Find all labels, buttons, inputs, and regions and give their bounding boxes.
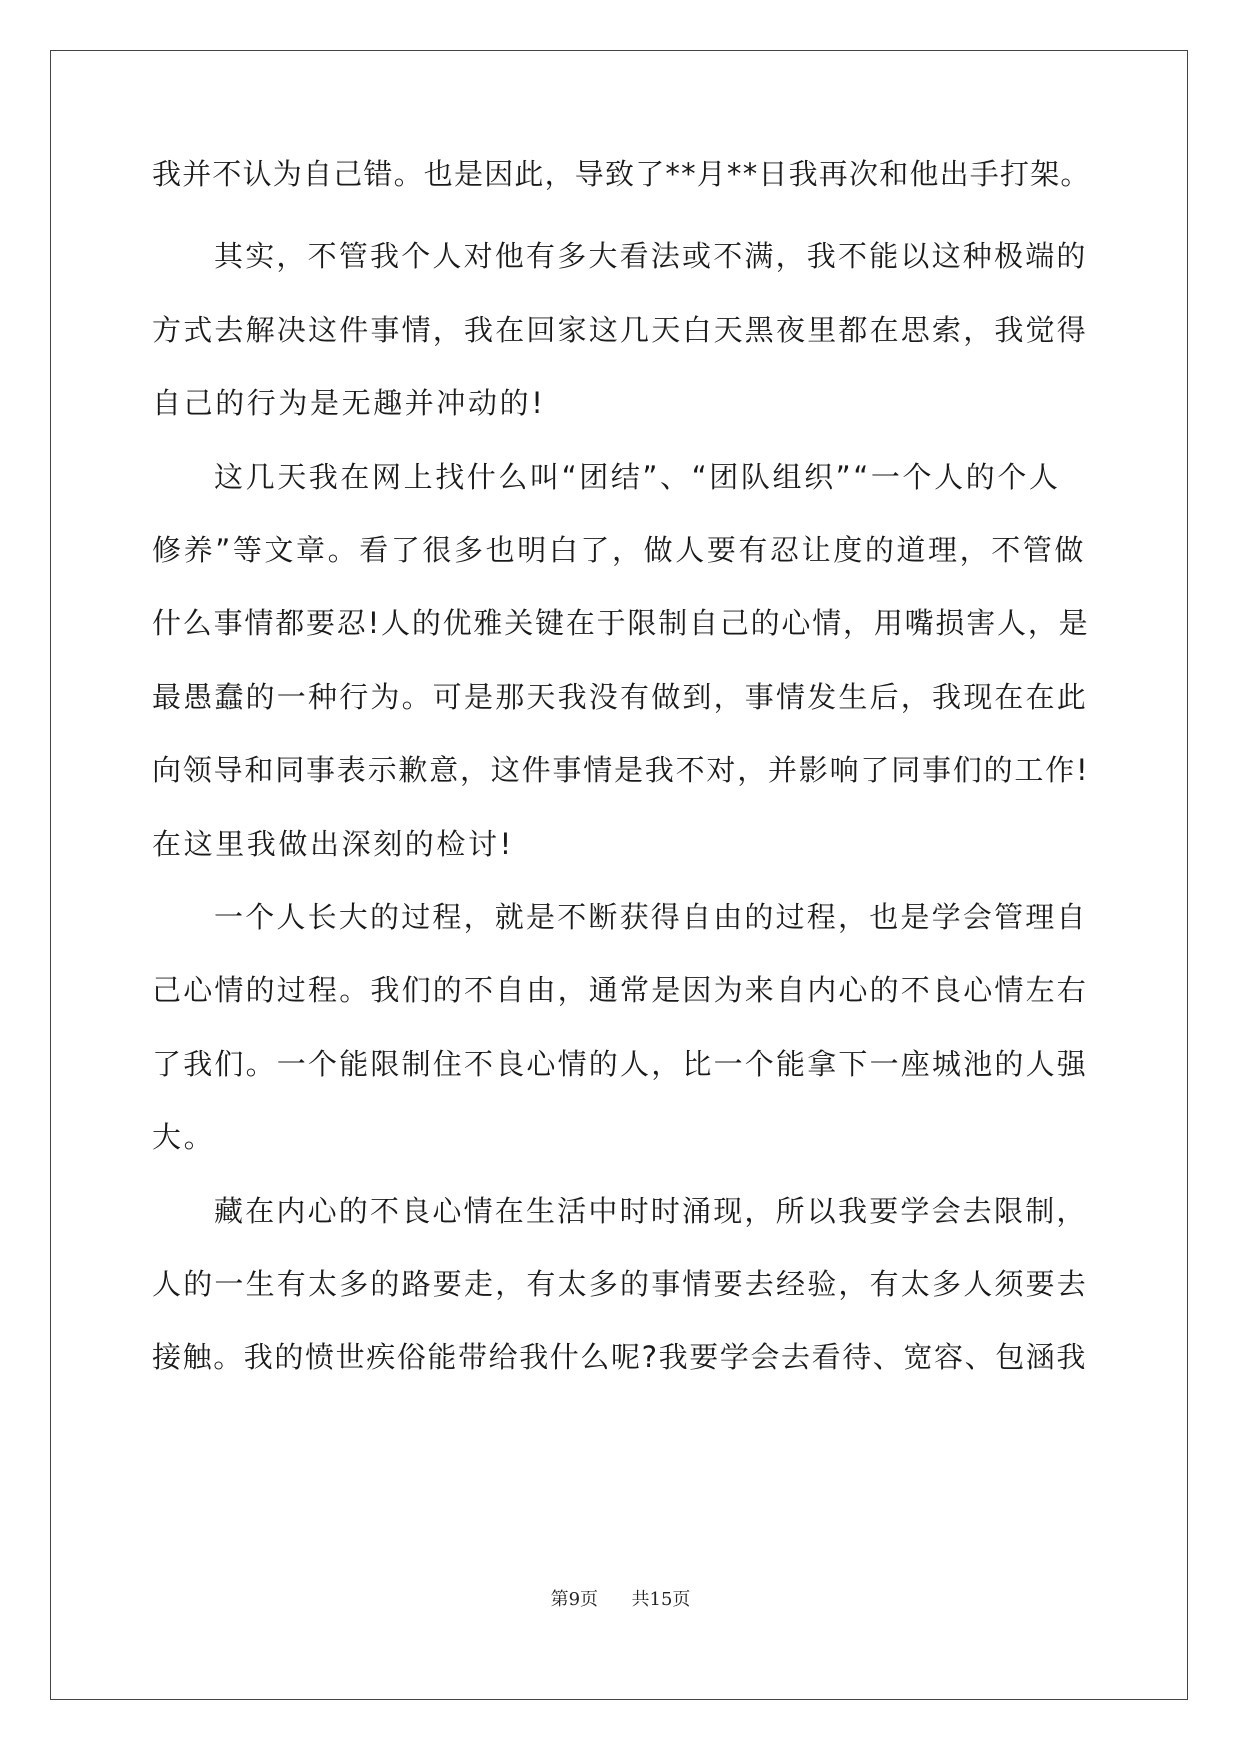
text-line: 己心情的过程。我们的不自由，通常是因为来自内心的不良心情左右 (152, 973, 1089, 1007)
page-border (50, 50, 1188, 1700)
text-line: 向领导和同事表示歉意，这件事情是我不对，并影响了同事们的工作! (152, 753, 1090, 787)
page-footer (0, 1588, 1241, 1612)
paragraph-start-line: 其实，不管我个人对他有多大看法或不满，我不能以这种极端的 (214, 239, 1088, 273)
text-line: 接触。我的愤世疾俗能带给我什么呢?我要学会去看待、宽容、包涵我 (152, 1340, 1087, 1374)
text-line: 最愚蠢的一种行为。可是那天我没有做到，事情发生后，我现在在此 (152, 680, 1089, 714)
page-number: 第9页 (550, 1589, 599, 1610)
paragraph-start-line: 一个人长大的过程，就是不断获得自由的过程，也是学会管理自 (214, 900, 1088, 934)
text-line: 大。 (152, 1120, 216, 1154)
text-line: 人的一生有太多的路要走，有太多的事情要去经验，有太多人须要去 (152, 1267, 1089, 1301)
text-line: 在这里我做出深刻的检讨! (152, 827, 514, 861)
text-line: 修养”等文章。看了很多也明白了，做人要有忍让度的道理，不管做 (152, 533, 1087, 567)
text-line: 了我们。一个能限制住不良心情的人，比一个能拿下一座城池的人强 (152, 1047, 1089, 1081)
text-line: 我并不认为自己错。也是因此，导致了**月**日我再次和他出手打架。 (152, 157, 1091, 191)
text-line: 什么事情都要忍!人的优雅关键在于限制自己的心情，用嘴损害人，是 (152, 606, 1090, 640)
page-total: 共15页 (631, 1589, 691, 1610)
text-line: 方式去解决这件事情，我在回家这几天白天黑夜里都在思索，我觉得 (152, 313, 1089, 347)
paragraph-start-line: 这几天我在网上找什么叫“团结”、“团队组织”“一个人的个人 (214, 460, 1061, 494)
text-line: 自己的行为是无趣并冲动的! (152, 386, 546, 420)
paragraph-start-line: 藏在内心的不良心情在生活中时时涌现，所以我要学会去限制， (214, 1194, 1088, 1228)
